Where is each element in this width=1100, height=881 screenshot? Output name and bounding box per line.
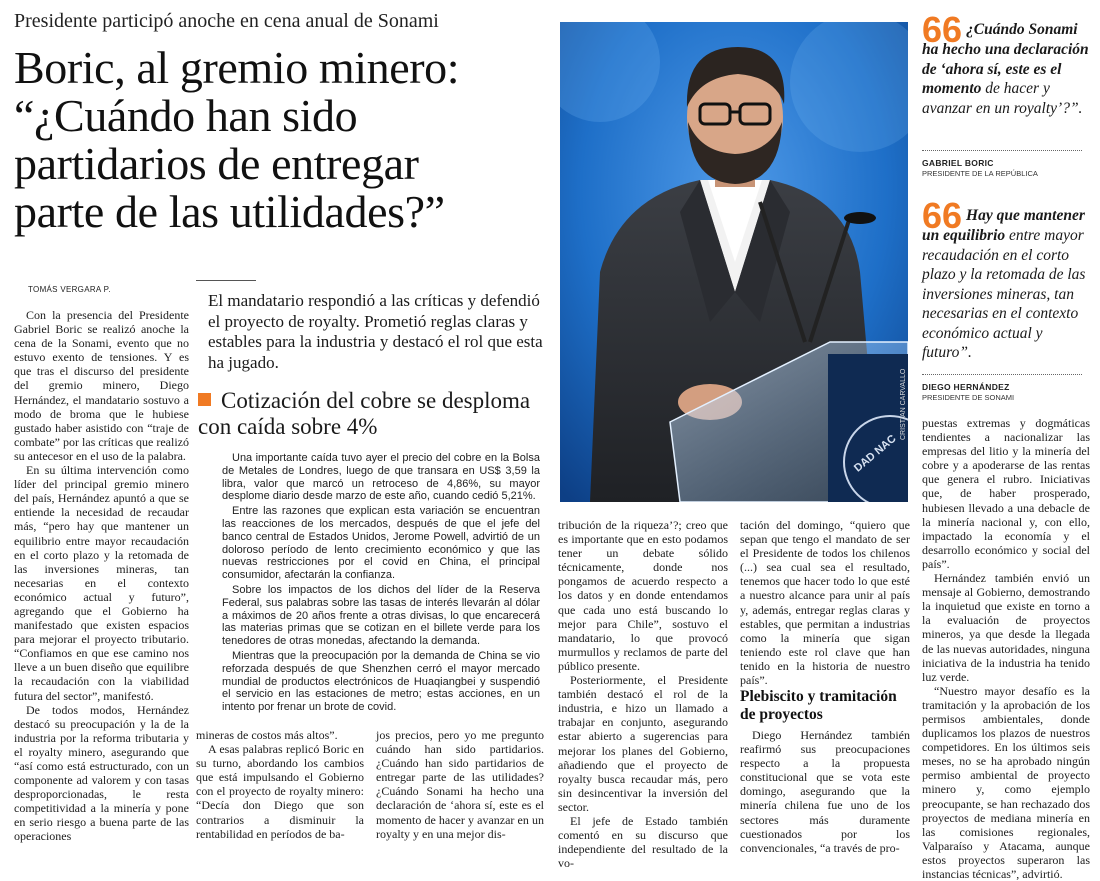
quote-mark-icon: 66 (922, 195, 963, 236)
body-column-5 (740, 518, 910, 687)
box-paragraph: Sobre los impactos de los dichos del líder de la Reserva Federal, sus palabras sobre las tasas de interés llevarán al dólar a máximos de 20 años frente a otras divisas, lo que encarecerá las materias primas que se cotizan en el billete verde para los tenedores de otras monedas, afectando la demanda. (222, 583, 540, 648)
body-column-6 (922, 416, 1090, 881)
body-column-1 (14, 308, 189, 844)
box-paragraph: Entre las razones que explican esta variación se encuentran las reacciones de los mercados, después de que el jefe del banco central de Estados Unidos, Jerome Powell, advirtió de un doloroso período de lento crecimiento económico y que las nuevas restricciones por el covid en China, el principal consumidor, afectarán la confianza. (222, 505, 540, 582)
box-title (198, 388, 548, 440)
quote-bold: ¿Cuándo Sonami ha hecho una declaración de ‘ahora sí, este es el momento (922, 21, 1089, 97)
quote-bold: Hay que mantener un equilibrio (922, 207, 1085, 244)
article-headline (14, 44, 559, 236)
divider (196, 280, 256, 281)
square-bullet-icon (198, 393, 211, 406)
paragraph: Con la presencia del Presidente Gabriel Boric se realizó anoche la cena de la Sonami, evento que no estuvo exento de tensiones. Y es que tras el discurso del presidente del gremio minero, Diego Hernández, el mandatario sostuvo a modo de broma que le hubiese gustado haber asistido con “traje de combate” por las críticas que realizó su antecesor en el uso de la palabra. (14, 308, 189, 463)
section-subhead: Plebiscito y tramitación de proyectos (740, 688, 897, 723)
paragraph: “Nuestro mayor desafío es la tramitación y la aprobación de los permisos ambientales, donde duplicamos los plazos de nuestros competidores. En los últimos seis meses, no se ha aprobado ningún permiso ambiental de proyecto minero y, como ejemplo preocupante, se han rechazado dos proyectos de mediana minería en las comisiones regionales, Valparaíso y Atacama, aunque estos proyectos superaron las instancias técnicas”, advirtió. (922, 683, 1090, 881)
body-column-2 (196, 728, 364, 841)
paragraph: A esas palabras replicó Boric en su turno, abordando los cambios que está impulsando el Gobierno con el proyecto de royalty minero: “Decía don Diego que son contrarios a disminuir la rentabilidad en períodos de ba- (196, 742, 364, 841)
quote-author-role: PRESIDENTE DE SONAMI (922, 393, 1015, 402)
headline-line: parte de las utilidades?” (14, 186, 445, 237)
article-photo (560, 22, 908, 502)
headline-line: partidarios de entregar (14, 138, 419, 189)
paragraph: tribución de la riqueza’?; creo que es importante que en esto podamos tener un debate sólido técnicamente, donde nos pongamos de acuerdo respecto a los datos y en donde entendamos que cada uno está buscando lo mejor para Chile”, sostuvo el mandatario, lo que provocó murmullos y reclamos de parte del público presente. (558, 518, 728, 673)
quote-mark-icon: 66 (922, 9, 963, 50)
pull-quote-boric (922, 9, 1090, 118)
podium-text: DAD NAC (851, 432, 899, 475)
quote-author-name: GABRIEL BORIC (922, 158, 994, 168)
paragraph: Posteriormente, el Presidente también destacó el rol de la industria, e hizo un llamado a trabajar en conjunto, asegurando estar abierto a sugerencias para mejorar los planes del Gobierno, añadiendo que el proyecto de royalty busca recaudar más, pero sin desincentivar la inversión del sector. (558, 673, 728, 814)
body-column-5b (740, 728, 910, 855)
paragraph: Hernández también envió un mensaje al Gobierno, demostrando la inquietud que existe en torno a la evaluación de proyectos mineros, ya que desde la llegada de las nuevas autoridades, ninguna iniciativa de la industria ha tenido luz verde. (922, 571, 1090, 684)
article-kicker: Presidente participó anoche en cena anual de Sonami (14, 10, 439, 32)
paragraph: jos precios, pero yo me pregunto cuándo han sido partidarios. ¿Cuándo han sido partidarios de entregar parte de las utilidades? ¿Cuándo Sonami ha hecho una declaración de ‘ahora sí, este es el momento de hacer y avanzar en un royalty y en una mejor dis- (376, 728, 544, 841)
quote-author-name: DIEGO HERNÁNDEZ (922, 382, 1010, 392)
headline-line: Boric, al gremio minero: (14, 42, 460, 93)
paragraph: Diego Hernández también reafirmó sus preocupaciones respecto a la propuesta constitucional que se vota este domingo, asegurando que la minería chilena fue uno de los sectores más duramente cuestionados por los convencionales, “a través de pro- (740, 728, 910, 855)
quote-author-role: PRESIDENTE DE LA REPÚBLICA (922, 169, 1038, 178)
quote-text: entre mayor recaudación en el corto plazo y la retomada de las inversiones mineras, tan necesarias en el contexto económico actual y futuro”. (922, 227, 1086, 361)
body-column-4 (558, 518, 728, 870)
byline: TOMÁS VERGARA P. (28, 285, 111, 294)
headline-line: “¿Cuándo han sido (14, 90, 358, 141)
speaker-illustration (560, 22, 908, 502)
box-body (222, 452, 540, 716)
pull-quote-hernandez (922, 195, 1090, 363)
body-column-3 (376, 728, 544, 841)
dotted-divider (922, 150, 1082, 151)
paragraph: De todos modos, Hernández destacó su preocupación y la de la industria por la reforma tributaria y el royalty minero, asegurando que “así como está estructurado, con un componente ad valorem y con tasas desproporcionadas, le resta competitividad a la minería y pone en serio riesgo a buena parte de las operaciones (14, 702, 189, 844)
quote-text: de hacer y avanzar en un royalty’?”. (922, 80, 1083, 117)
paragraph: El jefe de Estado también comentó en su discurso que independiente del resultado de la vo- (558, 813, 728, 871)
box-paragraph: Una importante caída tuvo ayer el precio del cobre en la Bolsa de Metales de Londres, luego de que transara en US$ 3,59 la libra, valor que marcó un retroceso de 4,86%, su mayor desplome diario desde marzo de este año, cuando cedió 5,21%. (222, 452, 540, 503)
photo-credit: CRISTIAN CARVALLO (900, 368, 907, 440)
dotted-divider (922, 374, 1082, 375)
paragraph: puestas extremas y dogmáticas tendientes a nacionalizar las empresas del litio y la minería del cobre y a apoderarse de las rentas que genera el rubro. Iniciativas que, de haber prosperado, hubiesen llevado a una debacle de la minería nacional y, con ello, impactado la economía y el desarrollo económico y social del país”. (922, 416, 1090, 571)
paragraph: tación del domingo, “quiero que sepan que tengo el mandato de ser el Presidente de todos los chilenos (...) sea cual sea el resultado, tenemos que hacer todo lo que esté a nuestro alcance para unir al país y, además, entregar reglas claras y estables, que permitan a industrias como la minería que sigan teniendo este rol clave que han tenido en la historia de nuestro país”. (740, 518, 910, 688)
paragraph: mineras de costos más altos”. (196, 728, 338, 742)
article-lead: El mandatario respondió a las críticas y defendió el proyecto de royalty. Prometió reglas claras y estables para la industria y destacó el rol que esta ha jugado. (208, 291, 543, 372)
box-paragraph: Mientras que la preocupación por la demanda de China se vio reforzada después de que Shenzhen cerró el mayor mercado mundial de productos electrónicos de Huaqiangbei y suspendió el servicio en las estaciones de metro; estas acciones, en un intento por frenar un brote de covid. (222, 649, 540, 714)
box-title-text: Cotización del cobre se desploma con caída sobre 4% (198, 388, 531, 439)
paragraph: En su última intervención como líder del principal gremio minero del país, Hernández apuntó a que se entiende la necesidad de recaudar más, “pero hay que mantener un equilibrio entre mayor recaudación en el corto plazo y la retomada de las inversiones mineras, tan necesarias en el contexto económico actual y futuro”, agregando que el Gobierno ha manifestado que existen espacios para mejorar el proyecto tributario. “Confiamos en que ese camino nos lleve a un buen diseño que equilibre la recaudación con la viabilidad futura del sector”, manifestó. (14, 463, 189, 703)
